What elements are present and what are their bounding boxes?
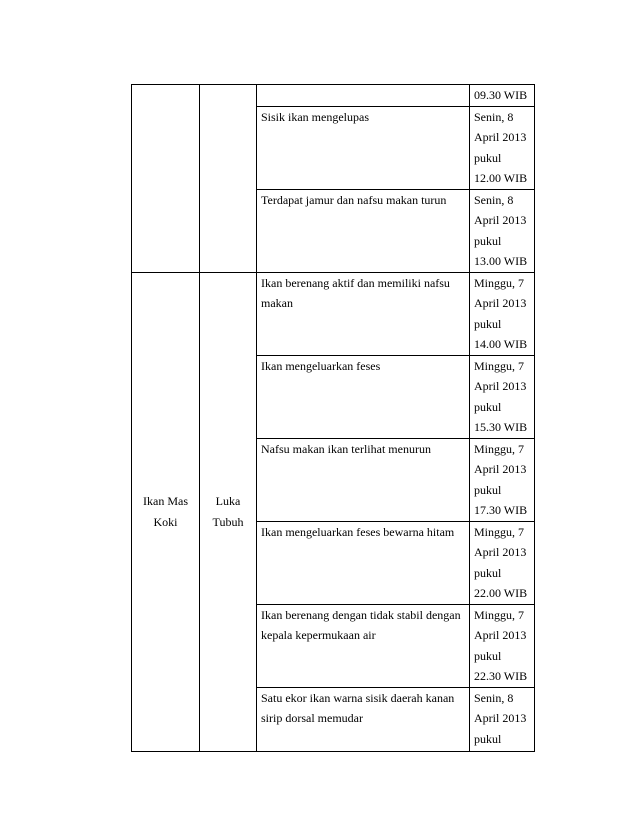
description-cell-continued — [257, 85, 470, 107]
time-cell — [470, 355, 535, 438]
wound-type: Luka Tubuh — [212, 494, 244, 529]
description-cell — [257, 355, 470, 438]
time-cell — [470, 521, 535, 604]
description-cell — [257, 521, 470, 604]
table-row — [132, 272, 535, 355]
time-text: Minggu, 7 April 2013 pukul 14.00 WIB — [474, 275, 528, 351]
time-text: Minggu, 7 April 2013 pukul 22.00 WIB — [474, 524, 528, 600]
description-cell — [257, 272, 470, 355]
wound-cell-continued — [200, 85, 257, 273]
time-text: Senin, 8 April 2013 pukul — [474, 690, 527, 746]
time-text: Minggu, 7 April 2013 pukul 15.30 WIB — [474, 358, 528, 434]
time-cell — [470, 272, 535, 355]
time-cell — [470, 438, 535, 521]
time-cell — [470, 106, 535, 189]
fish-name: Ikan Mas Koki — [143, 494, 188, 529]
time-cell — [470, 85, 535, 107]
description-text: Nafsu makan ikan terlihat menurun — [261, 441, 431, 456]
time-cell — [470, 604, 535, 687]
description-cell — [257, 604, 470, 687]
time-text: 09.30 WIB — [474, 88, 528, 102]
description-text: Ikan mengeluarkan feses — [261, 358, 381, 373]
description-text: Terdapat jamur dan nafsu makan turun — [261, 192, 447, 207]
description-cell — [257, 438, 470, 521]
fish-name-cell — [132, 272, 200, 751]
time-cell — [470, 189, 535, 272]
description-text: Satu ekor ikan warna sisik daerah kanan sirip dorsal memudar — [261, 690, 455, 725]
time-text: Senin, 8 April 2013 pukul 13.00 WIB — [474, 192, 528, 268]
description-text: Ikan berenang aktif dan memiliki nafsu makan — [261, 275, 450, 310]
time-cell — [470, 687, 535, 751]
time-text: Senin, 8 April 2013 pukul 12.00 WIB — [474, 109, 528, 185]
description-text: Sisik ikan mengelupas — [261, 109, 369, 124]
description-cell — [257, 189, 470, 272]
table-row — [132, 85, 535, 107]
description-cell — [257, 106, 470, 189]
fish-cell-continued — [132, 85, 200, 273]
wound-type-cell — [200, 272, 257, 751]
description-cell — [257, 687, 470, 751]
description-text: Ikan mengeluarkan feses bewarna hitam — [261, 524, 455, 539]
description-text: Ikan berenang dengan tidak stabil dengan kepala kepermukaan air — [261, 607, 461, 642]
time-text: Minggu, 7 April 2013 pukul 17.30 WIB — [474, 441, 528, 517]
observation-table — [131, 84, 535, 752]
time-text: Minggu, 7 April 2013 pukul 22.30 WIB — [474, 607, 528, 683]
